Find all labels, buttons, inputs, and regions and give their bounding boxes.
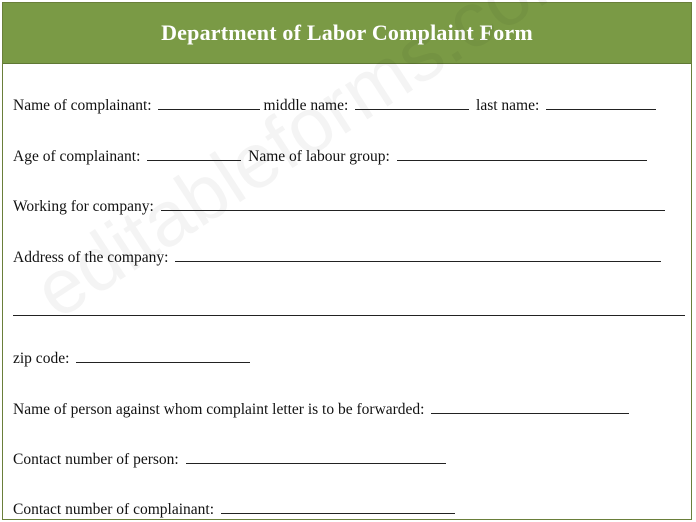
name-of-complainant-field[interactable]: [158, 95, 260, 110]
zip-code-label: zip code:: [13, 350, 70, 367]
person-against-label: Name of person against whom complaint letter is to be forwarded:: [13, 401, 425, 418]
form-title: Department of Labor Complaint Form: [161, 20, 533, 45]
person-against-row: [13, 399, 632, 419]
name-of-labour-group-field[interactable]: [397, 146, 647, 161]
age-of-complainant-label: Age of complainant:: [13, 148, 141, 165]
contact-number-complainant-label: Contact number of complainant:: [13, 501, 215, 518]
middle-name-field[interactable]: [355, 95, 469, 110]
age-row: [13, 146, 650, 166]
address-row: [13, 247, 664, 267]
contact-number-person-field[interactable]: [186, 449, 446, 464]
address-of-company-field[interactable]: [175, 247, 661, 262]
zip-row: [13, 348, 253, 368]
contact-number-person-label: Contact number of person:: [13, 451, 179, 468]
person-against-field[interactable]: [431, 399, 629, 414]
contact-person-row: [13, 449, 449, 469]
name-row: [13, 95, 659, 115]
last-name-field[interactable]: [546, 95, 656, 110]
working-for-company-label: Working for company:: [13, 198, 154, 215]
age-of-complainant-field[interactable]: [147, 146, 241, 161]
address-of-company-label: Address of the company:: [13, 249, 169, 266]
middle-name-label: middle name:: [263, 97, 349, 114]
contact-complainant-row: [13, 499, 458, 519]
name-of-labour-group-label: Name of labour group:: [248, 148, 390, 165]
name-of-complainant-label: Name of complainant:: [13, 97, 152, 114]
zip-code-field[interactable]: [76, 348, 250, 363]
company-row: [13, 196, 668, 216]
form-container: [2, 2, 692, 520]
last-name-label: last name:: [476, 97, 540, 114]
form-header: [3, 3, 691, 64]
address-continuation-line[interactable]: [13, 315, 685, 316]
working-for-company-field[interactable]: [161, 196, 665, 211]
contact-number-complainant-field[interactable]: [221, 499, 455, 514]
